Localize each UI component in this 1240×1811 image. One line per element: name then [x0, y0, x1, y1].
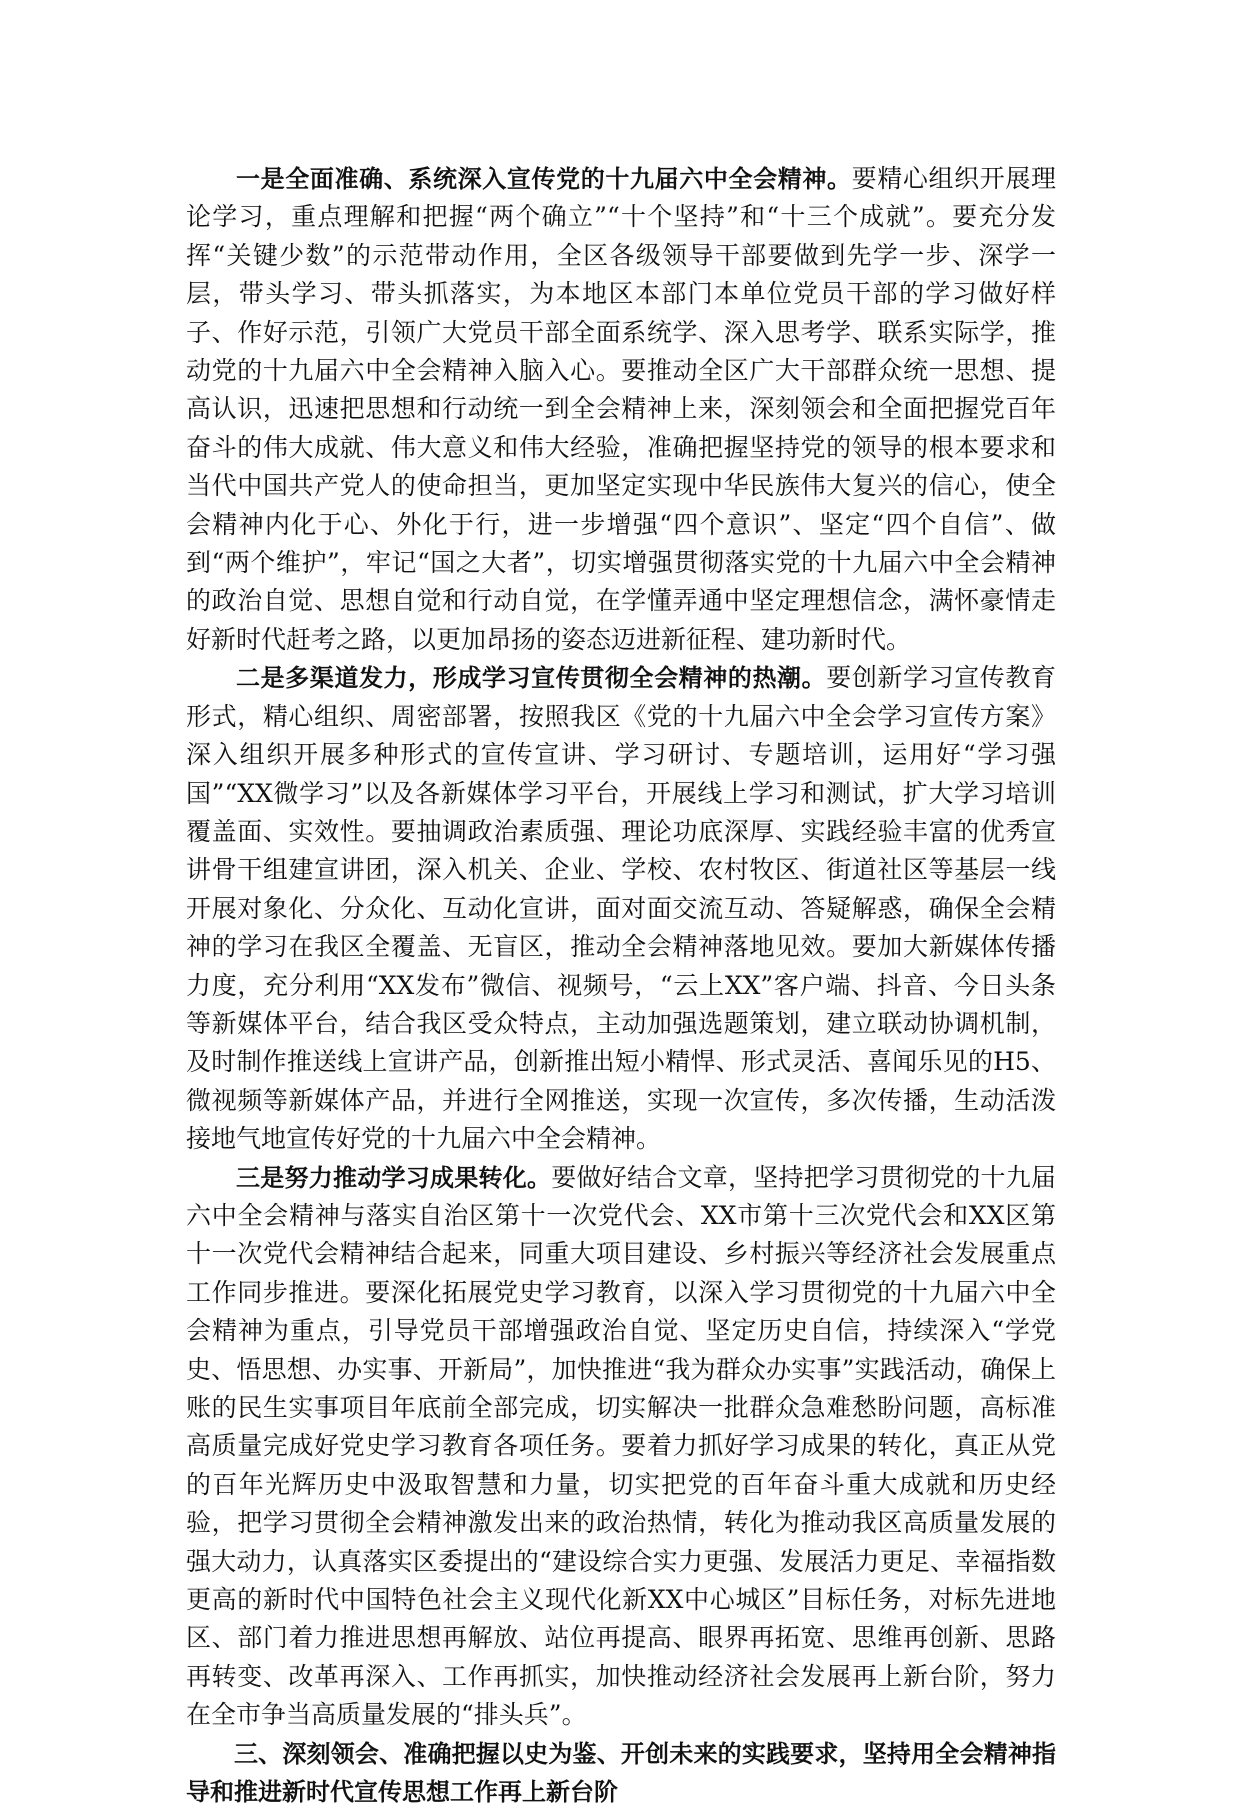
section-heading: 三、深刻领会、准确把握以史为鉴、开创未来的实践要求，坚持用全会精神指导和推进新时代宣传思想工作再上新台阶 — [186, 1739, 1056, 1807]
paragraph-2 — [186, 659, 1056, 1158]
document-page — [186, 160, 1056, 1811]
paragraph-3-lead: 三是努力推动学习成果转化。 — [236, 1163, 552, 1192]
paragraph-1 — [186, 160, 1056, 659]
paragraph-3 — [186, 1159, 1056, 1735]
paragraph-1-body: 要精心组织开展理论学习，重点理解和把握“两个确立”“十个坚持”和“十三个成就”。要充分发挥“关键少数”的示范带动作用，全区各级领导干部要做到先学一步、深学一层，带头学习、带头抓落实，为本地区本部门本单位党员干部的学习做好样子、作好示范，引领广大党员干部全面系统学、深入思考学、联系实际学，推动党的十九届六中全会精神入脑入心。要推动全区广大干部群众统一思想、提高认识，迅速把思想和行动统一到全会精神上来，深刻领会和全面把握党百年奋斗的伟大成就、伟大意义和伟大经验，准确把握坚持党的领导的根本要求和当代中国共产党人的使命担当，更加坚定实现中华民族伟大复兴的信心，使全会精神内化于心、外化于行，进一步增强“四个意识”、坚定“四个自信”、做到“两个维护”，牢记“国之大者”，切实增强贯彻落实党的十九届六中全会精神的政治自觉、思想自觉和行动自觉，在学懂弄通中坚定理想信念，满怀豪情走好新时代赶考之路，以更加昂扬的姿态迈进新征程、建功新时代。 — [186, 164, 1056, 654]
paragraph-2-body: 要创新学习宣传教育形式，精心组织、周密部署，按照我区《党的十九届六中全会学习宣传方案》深入组织开展多种形式的宣传宣讲、学习研讨、专题培训，运用好“学习强国”“XX微学习”以及各新媒体学习平台，开展线上学习和测试，扩大学习培训覆盖面、实效性。要抽调政治素质强、理论功底深厚、实践经验丰富的优秀宣讲骨干组建宣讲团，深入机关、企业、学校、农村牧区、街道社区等基层一线开展对象化、分众化、互动化宣讲，面对面交流互动、答疑解惑，确保全会精神的学习在我区全覆盖、无盲区，推动全会精神落地见效。要加大新媒体传播力度，充分利用“XX发布”微信、视频号，“云上XX”客户端、抖音、今日头条等新媒体平台，结合我区受众特点，主动加强选题策划，建立联动协调机制，及时制作推送线上宣讲产品，创新推出短小精悍、形式灵活、喜闻乐见的H5、微视频等新媒体产品，并进行全网推送，实现一次宣传，多次传播，生动活泼接地气地宣传好党的十九届六中全会精神。 — [186, 663, 1056, 1154]
paragraph-3-body: 要做好结合文章，坚持把学习贯彻党的十九届六中全会精神与落实自治区第十一次党代会、XX市第十三次党代会和XX区第十一次党代会精神结合起来，同重大项目建设、乡村振兴等经济社会发展重点工作同步推进。要深化拓展党史学习教育，以深入学习贯彻党的十九届六中全会精神为重点，引导党员干部增强政治自觉、坚定历史自信，持续深入“学党史、悟思想、办实事、开新局”，加快推进“我为群众办实事”实践活动，确保上账的民生实事项目年底前全部完成，切实解决一批群众急难愁盼问题，高标准高质量完成好党史学习教育各项任务。要着力抓好学习成果的转化，真正从党的百年光辉历史中汲取智慧和力量，切实把党的百年奋斗重大成就和历史经验，把学习贯彻全会精神激发出来的政治热情，转化为推动我区高质量发展的强大动力，认真落实区委提出的“建设综合实力更强、发展活力更足、幸福指数更高的新时代中国特色社会主义现代化新XX中心城区”目标任务，对标先进地区、部门着力推进思想再解放、站位再提高、眼界再拓宽、思维再创新、思路再转变、改革再深入、工作再抓实，加快推动经济社会发展再上新台阶，努力在全市争当高质量发展的“排头兵”。 — [186, 1162, 1056, 1730]
paragraph-2-lead: 二是多渠道发力，形成学习宣传贯彻全会精神的热潮。 — [236, 664, 827, 693]
paragraph-1-lead: 一是全面准确、系统深入宣传党的十九届六中全会精神。 — [236, 165, 852, 193]
